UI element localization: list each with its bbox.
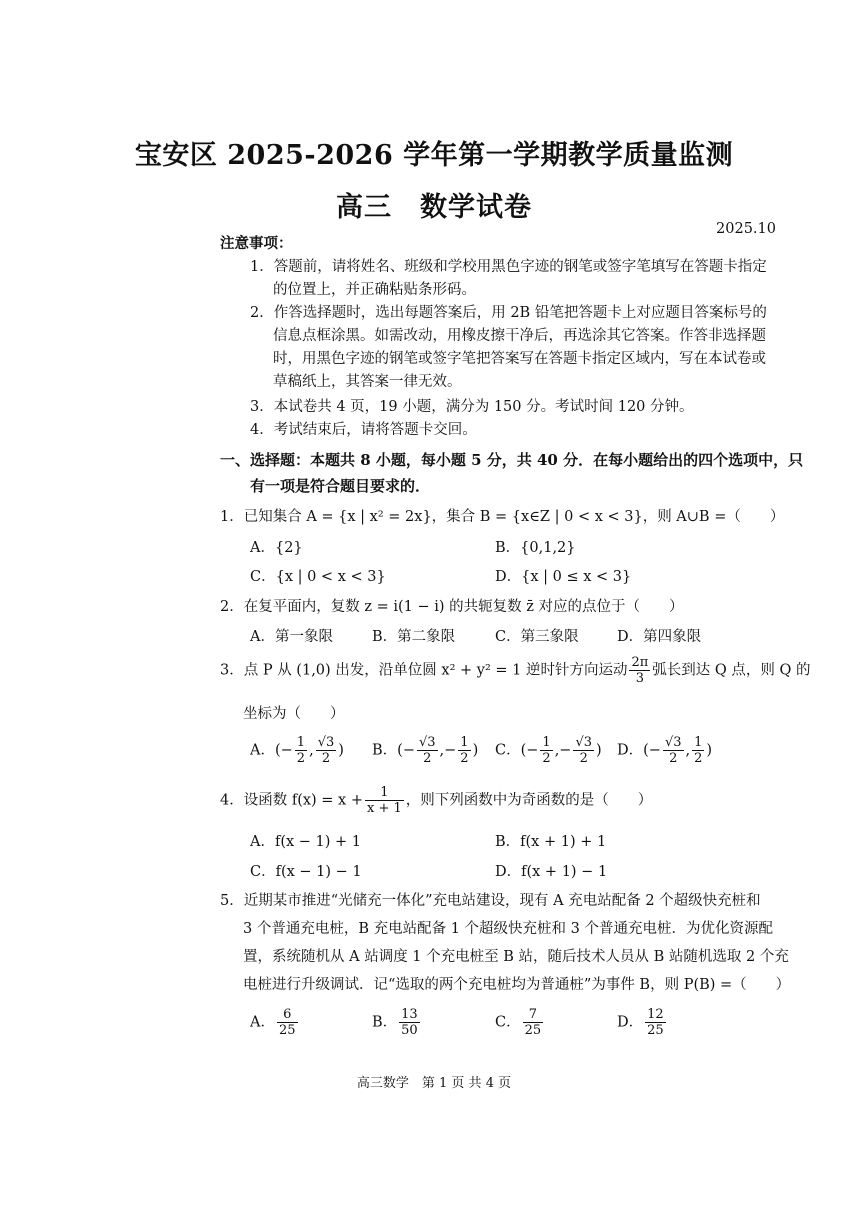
fraction-denominator: 2 xyxy=(296,751,306,766)
question-4-stem xyxy=(220,785,652,816)
question-4-stem-pre: 4．设函数 f(x) = x + xyxy=(220,792,363,809)
notice-line: 2．作答选择题时，选出每题答案后，用 2B 铅笔把答题卡上对应题目答案标号的 xyxy=(250,305,767,321)
fraction-denominator: 25 xyxy=(278,1023,296,1038)
question-3-option-c: C．(− $\frac{1}{2}$ ,− $\frac{√3}{2}$ ) xyxy=(495,735,602,766)
fraction-numerator: 1 xyxy=(542,735,551,750)
question-4-option-c: C．f(x − 1) − 1 xyxy=(250,864,362,880)
question-1-option-a: A．{2} xyxy=(250,540,303,556)
question-5-option-a xyxy=(250,1007,300,1038)
fraction-denominator: 50 xyxy=(401,1023,418,1038)
section-heading: 一、选择题：本题共 8 小题，每小题 5 分，共 40 分．在每小题给出的四个选项中，只 xyxy=(220,451,804,469)
option-label: C． xyxy=(495,1014,521,1031)
notice-line: 1．答题前，请将姓名、班级和学校用黑色字迹的钢笔或签字笔填写在答题卡指定 xyxy=(250,259,767,275)
exam-subtitle: 高三 数学试卷 xyxy=(336,192,532,223)
fraction-denominator: 3 xyxy=(635,671,645,686)
question-4-stem-post: ，则下列函数中为奇函数的是（ ） xyxy=(405,792,653,809)
exam-date: 2025.10 xyxy=(716,221,776,237)
notice-heading: 注意事项： xyxy=(220,235,293,252)
page-footer: 高三数学 第 1 页 共 4 页 xyxy=(356,1076,512,1091)
exam-title: 宝安区 2025-2026 学年第一学期教学质量监测 xyxy=(134,140,734,171)
question-1-stem: 1．已知集合 A = {x | x² = 2x}，集合 B = {x∈Z | 0 < x < 3}，则 A∪B =（ ） xyxy=(220,509,785,525)
fraction-denominator: x + 1 xyxy=(367,801,402,816)
fraction xyxy=(692,735,704,766)
question-5-line: 置，系统随机从 A 站调度 1 个充电桩至 B 站，随后技术人员从 B 站随机选取 2 个充 xyxy=(243,949,789,965)
fraction xyxy=(523,1007,544,1038)
notice-line: 的位置上，并正确粘贴条形码。 xyxy=(273,282,476,298)
question-3-stem-post: 弧长到达 Q 点，则 Q 的 xyxy=(652,662,811,679)
notice-line: 3．本试卷共 4 页，19 小题，满分为 150 分。考试时间 120 分钟。 xyxy=(250,399,694,415)
section-heading-cont: 有一项是符合题目要求的． xyxy=(250,477,431,495)
fraction-numerator: 2π xyxy=(631,655,649,670)
question-2-option-a: A．第一象限 xyxy=(250,629,333,645)
fraction-denominator: 2 xyxy=(694,751,703,766)
option-label: A． xyxy=(250,1014,275,1031)
fraction xyxy=(573,735,594,766)
question-4-fraction xyxy=(365,785,404,816)
question-1-option-c: C．{x | 0 < x < 3} xyxy=(250,569,386,585)
question-2-option-b: B．第二象限 xyxy=(372,629,456,645)
notice-line: 信息点框涂黑。如需改动，用橡皮擦干净后，再选涂其它答案。作答非选择题 xyxy=(273,328,766,344)
fraction-denominator: 2 xyxy=(542,751,551,766)
question-5-line: 5．近期某市推进“光储充一体化”充电站建设，现有 A 充电站配备 2 个超级快充桩和 xyxy=(220,893,761,909)
fraction-denominator: 2 xyxy=(579,751,588,766)
notice-line: 4．考试结束后，请将答题卡交回。 xyxy=(250,422,477,438)
fraction xyxy=(277,1007,298,1038)
fraction-numerator: √3 xyxy=(317,735,335,750)
fraction-numerator: 1 xyxy=(296,735,306,750)
question-3-stem xyxy=(220,655,811,686)
question-4-option-b: B．f(x + 1) + 1 xyxy=(495,834,607,850)
fraction-numerator: 1 xyxy=(694,735,703,750)
question-3-stem-pre: 3．点 P 从 (1,0) 出发，沿单位圆 x² + y² = 1 逆时针方向运动 xyxy=(220,662,628,679)
fraction-numerator: √3 xyxy=(664,735,682,750)
fraction-denominator: 25 xyxy=(647,1023,664,1038)
fraction-denominator: 25 xyxy=(524,1023,542,1038)
fraction-denominator: 2 xyxy=(460,751,469,766)
fraction xyxy=(663,735,684,766)
question-5-option-c xyxy=(495,1007,545,1038)
option-label: A． xyxy=(250,742,275,759)
fraction-denominator: 2 xyxy=(423,751,432,766)
question-3-option-d: D．(− $\frac{√3}{2}$ , $\frac{1}{2}$ ) xyxy=(617,735,713,766)
fraction-numerator: √3 xyxy=(575,735,593,750)
notice-line: 草稿纸上，其答案一律无效。 xyxy=(273,374,462,390)
option-label: D． xyxy=(617,1014,644,1031)
question-4-option-a: A．f(x − 1) + 1 xyxy=(250,834,362,850)
option-label: B． xyxy=(372,742,398,759)
question-3-option-a: A．(− $\frac{1}{2}$ , $\frac{√3}{2}$ ) xyxy=(250,735,344,766)
fraction-numerator: 13 xyxy=(401,1007,418,1022)
fraction xyxy=(295,735,307,766)
notice-line: 时，用黑色字迹的钢笔或签字笔把答案写在答题卡指定区域内，写在本试卷或 xyxy=(273,351,766,367)
fraction-numerator: 12 xyxy=(647,1007,664,1022)
fraction xyxy=(417,735,438,766)
question-3-stem-cont: 坐标为（ ） xyxy=(243,706,345,722)
option-label: B． xyxy=(372,1014,398,1031)
question-4-option-d: D．f(x + 1) − 1 xyxy=(495,864,608,880)
question-3-option-b: B．(− $\frac{√3}{2}$ ,− $\frac{1}{2}$ ) xyxy=(372,735,479,766)
fraction xyxy=(316,735,337,766)
question-1-option-b: B．{0,1,2} xyxy=(495,540,576,556)
fraction-numerator: 1 xyxy=(460,735,469,750)
fraction xyxy=(645,1007,666,1038)
option-label: C． xyxy=(495,742,521,759)
fraction-denominator: 2 xyxy=(321,751,331,766)
question-5-option-d xyxy=(617,1007,668,1038)
question-2-option-d: D．第四象限 xyxy=(617,629,702,645)
question-1-option-d: D．{x | 0 ≤ x < 3} xyxy=(495,569,632,585)
question-5-line: 电桩进行升级调试．记“选取的两个充电桩均为普通桩”为事件 B，则 P(B) =（ ） xyxy=(243,977,791,993)
fraction xyxy=(399,1007,420,1038)
question-2-option-c: C．第三象限 xyxy=(495,629,579,645)
option-label: D． xyxy=(617,742,644,759)
fraction xyxy=(540,735,552,766)
fraction-numerator: 7 xyxy=(523,1007,544,1023)
fraction-numerator: 6 xyxy=(277,1007,298,1023)
question-3-arc-fraction xyxy=(629,655,650,686)
fraction-numerator: 1 xyxy=(365,785,404,801)
question-2-stem: 2．在复平面内，复数 z = i(1 − i) 的共轭复数 z̄ 对应的点位于（ ） xyxy=(220,599,684,615)
fraction xyxy=(458,735,470,766)
fraction-numerator: √3 xyxy=(418,735,436,750)
fraction-denominator: 2 xyxy=(669,751,678,766)
question-5-line: 3 个普通充电桩，B 充电站配备 1 个超级快充桩和 3 个普通充电桩．为优化资源配 xyxy=(243,921,773,937)
question-5-option-b xyxy=(372,1007,422,1038)
